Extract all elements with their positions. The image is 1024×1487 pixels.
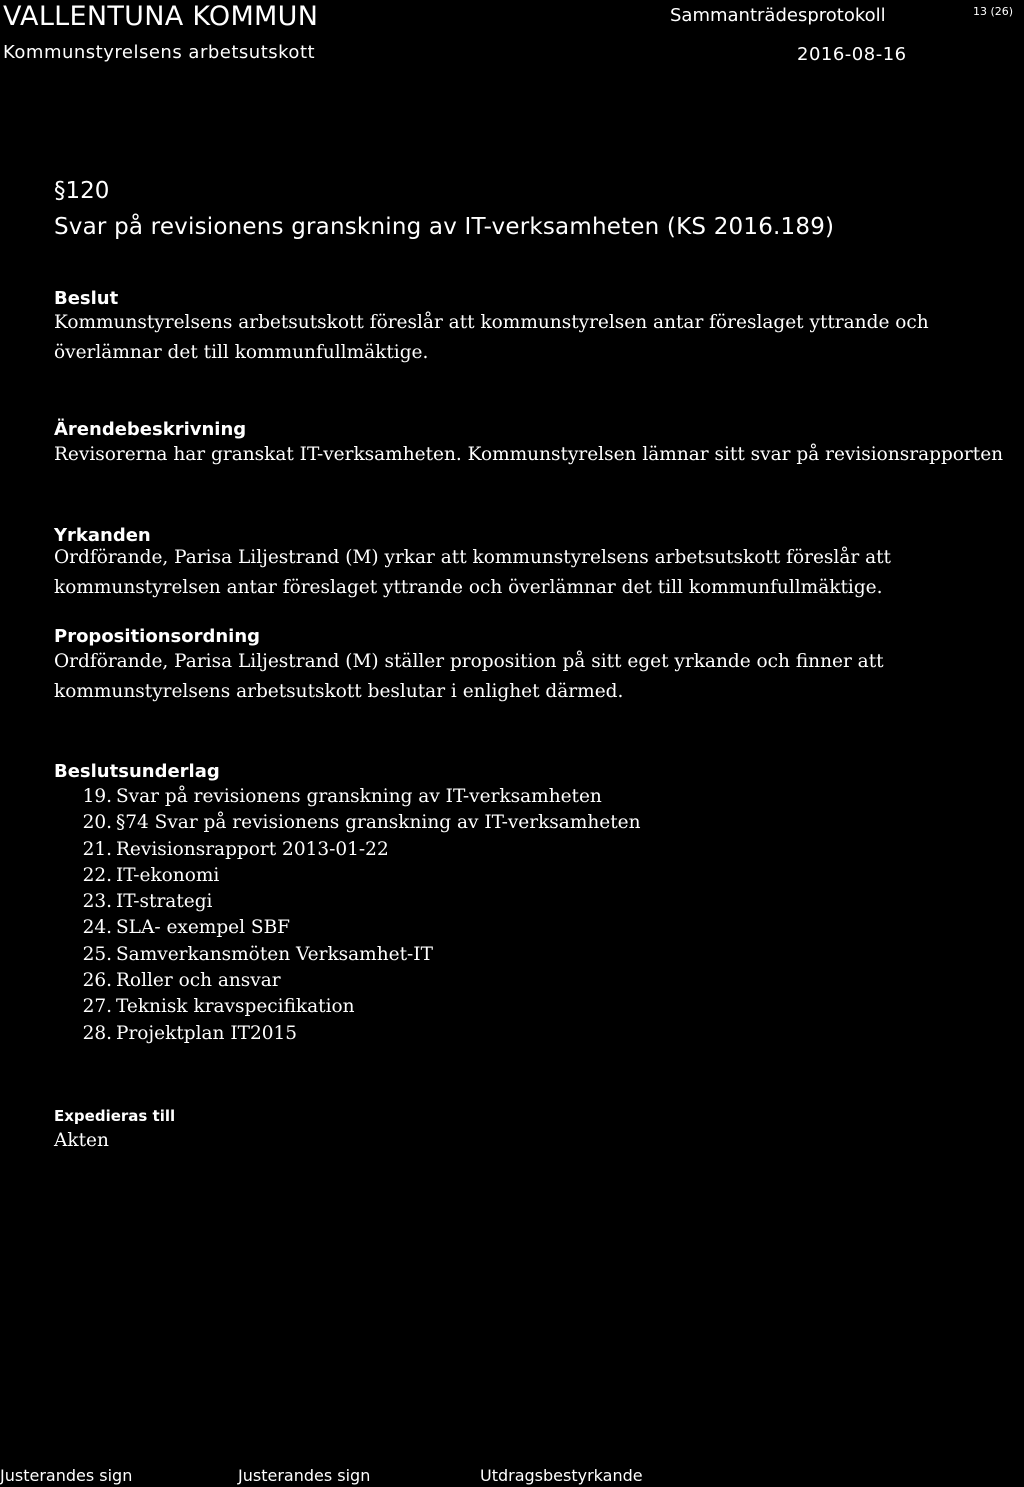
beslut-heading: Beslut: [54, 288, 119, 309]
list-item-number: 27.: [82, 996, 112, 1018]
list-item-text: Revisionsrapport 2013-01-22: [116, 838, 389, 860]
list-item-text: Svar på revisionens granskning av IT-verksamheten: [116, 786, 602, 807]
list-item-text: Teknisk kravspecifikation: [116, 996, 355, 1018]
list-item: [76, 837, 641, 863]
list-item: [76, 784, 641, 810]
list-item: [76, 863, 641, 889]
list-item: [76, 1021, 641, 1047]
document-date: 2016-08-16: [797, 44, 907, 65]
list-item-number: 26.: [82, 970, 112, 992]
footer-signature-1: Justerandes sign: [0, 1466, 133, 1485]
propositionsordning-heading: Propositionsordning: [54, 626, 261, 647]
arendebeskrivning-line: Revisorerna har granskat IT-verksamheten. Kommunstyrelsen lämnar sitt svar på revisionsrapporten: [54, 444, 1004, 465]
yrkanden-text: [54, 543, 1004, 603]
footer-signature-2: Justerandes sign: [238, 1466, 371, 1485]
beslut-text: [54, 308, 1004, 368]
yrkanden-line: kommunstyrelsen antar föreslaget yttrande och överlämnar det till kommunfullmäktige.: [54, 577, 883, 598]
section-number: §120: [54, 178, 110, 204]
expedieras-recipient: Akten: [54, 1130, 109, 1151]
footer-extract-certification: Utdragsbestyrkande: [480, 1466, 643, 1485]
list-item-text: Samverkansmöten Verksamhet-IT: [116, 943, 433, 965]
list-item: [76, 915, 641, 941]
list-item-number: 25.: [82, 943, 112, 965]
list-item-number: 28.: [82, 1022, 112, 1044]
propositionsordning-line: kommunstyrelsens arbetsutskott beslutar i enlighet därmed.: [54, 681, 624, 702]
arendebeskrivning-heading: Ärendebeskrivning: [54, 419, 247, 440]
list-item-number: 19.: [82, 786, 112, 807]
list-item-text: Roller och ansvar: [116, 970, 281, 992]
list-item-number: 23.: [82, 891, 112, 913]
yrkanden-line: Ordförande, Parisa Liljestrand (M) yrkar att kommunstyrelsens arbetsutskott föreslår att: [54, 547, 891, 568]
list-item: [76, 968, 641, 994]
beslutsunderlag-heading: Beslutsunderlag: [54, 761, 220, 782]
list-item-number: 24.: [82, 917, 112, 939]
list-item-number: 22.: [82, 864, 112, 886]
page-number: 13 (26): [973, 5, 1014, 18]
beslut-line: Kommunstyrelsens arbetsutskott föreslår att kommunstyrelsen antar föreslaget yttrande och: [54, 312, 929, 333]
list-item-number: 21.: [82, 838, 112, 860]
list-item: [76, 810, 641, 836]
arendebeskrivning-text: [54, 440, 1004, 470]
propositionsordning-line: Ordförande, Parisa Liljestrand (M) ställer proposition på sitt eget yrkande och finner att: [54, 651, 884, 672]
list-item-text: IT-ekonomi: [116, 864, 220, 886]
list-item-text: Projektplan IT2015: [116, 1022, 298, 1044]
organization-name: VALLENTUNA KOMMUN: [3, 1, 319, 32]
section-title: Svar på revisionens granskning av IT-verksamheten (KS 2016.189): [54, 214, 835, 240]
committee-name: Kommunstyrelsens arbetsutskott: [3, 42, 316, 63]
document-type: Sammanträdesprotokoll: [670, 5, 886, 26]
list-item: [76, 942, 641, 968]
list-item: [76, 994, 641, 1020]
expedieras-heading: Expedieras till: [54, 1107, 176, 1125]
propositionsordning-text: [54, 647, 1004, 707]
attachment-list: [76, 784, 641, 1047]
beslut-line: överlämnar det till kommunfullmäktige.: [54, 342, 429, 363]
list-item-number: 20.: [82, 812, 112, 834]
list-item: [76, 889, 641, 915]
list-item-text: IT-strategi: [116, 891, 213, 913]
yrkanden-heading: Yrkanden: [54, 525, 151, 546]
list-item-text: §74 Svar på revisionens granskning av IT-verksamheten: [116, 812, 641, 834]
list-item-text: SLA- exempel SBF: [116, 917, 291, 939]
